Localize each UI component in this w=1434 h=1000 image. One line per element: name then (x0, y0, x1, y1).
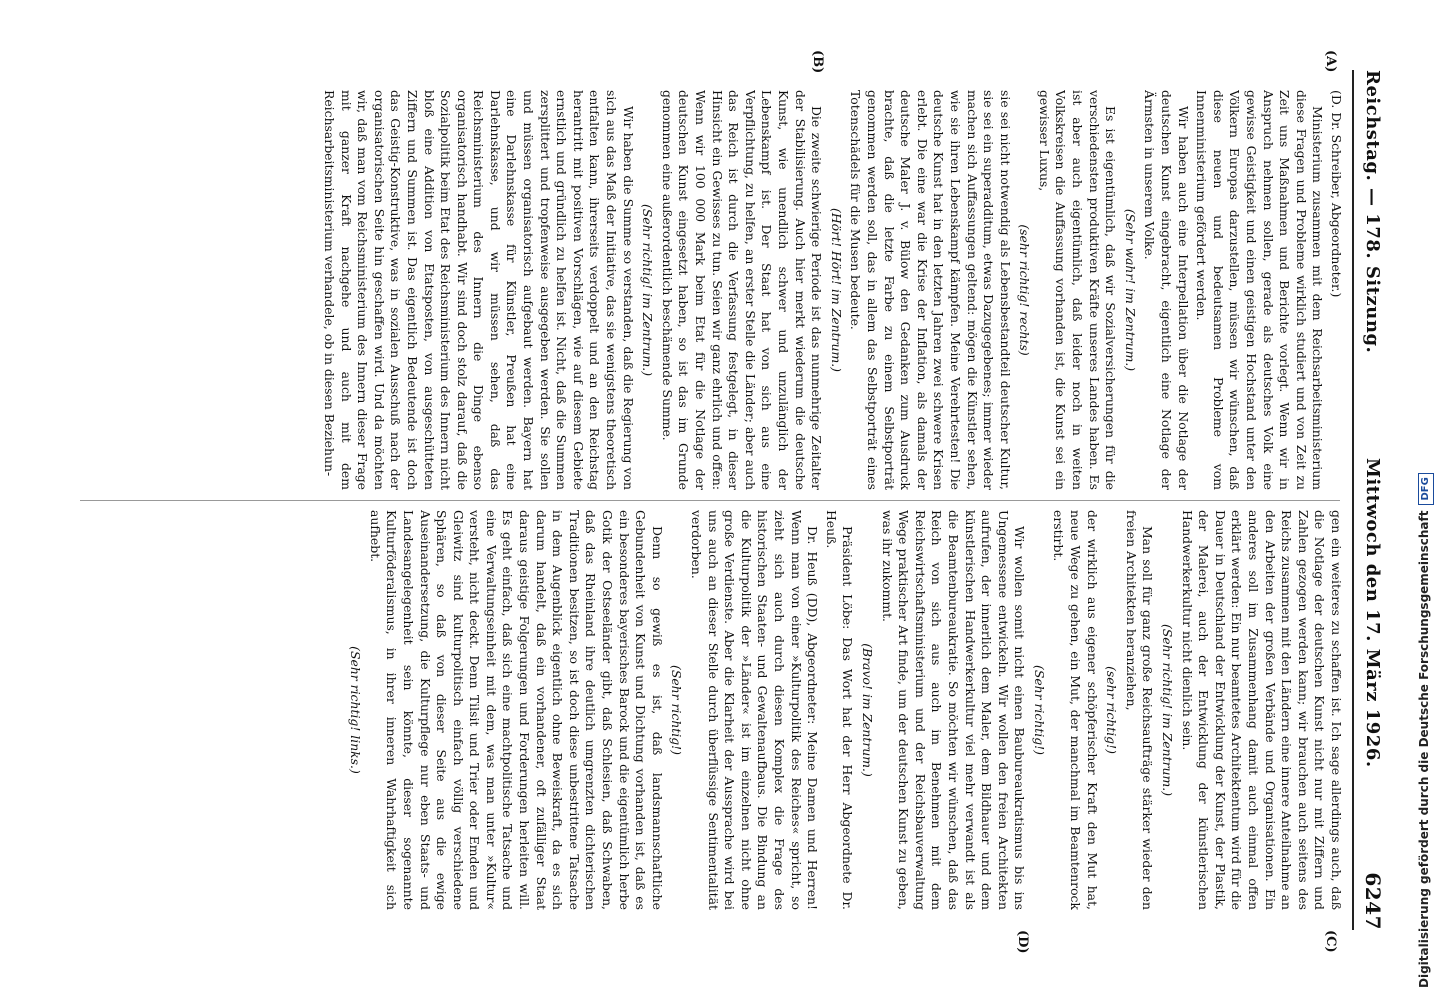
paragraph: Die zweite schwierige Periode ist das nunmehrige Zeitalter der Stabilisierung. Auch hier merkt wiederum die deutsche Kunst, wie unendlich schwer und unzulänglich der Lebenskampf ist. Der Staat hat von sich aus eine Verpflichtung, zu helfen, an erster Stelle die Länder; aber auch das Reich ist durch die Verfassung festgelegt, in dieser Hinsicht ein Gewisses zu tun. Seien wir ganz ehrlich und offen: Wenn wir 100 000 Mark beim Etat für die Notlage der deutschen Kunst eingesetzt haben, so ist das im Grunde genommen eine außerordentlich beschämende Summe. (659, 90, 825, 490)
president-line: Präsident Löbe: Das Wort hat der Herr Abgeordnete Dr. Heuß. (823, 510, 856, 910)
page-number: 6247 (1361, 872, 1385, 930)
paragraph: Wir haben die Summe so verstanden, daß die Regierung von sich aus das Maß der Initiative, das sie wenigstens theoretisch entfalten kann, ihrerseits verdoppelt und an den Reichstag herantritt mit positiven Vorschlägen, wie auf diesem Gebiete ernstlich und gründlich zu helfen ist. Nicht, daß die Summen zersplittert und tropfenweise ausgegeben werden. Sie sollen und müssen organisatorisch aufgebaut werden. Bayern hat eine Darlehnskasse für Künstler, Preußen hat eine Darlehnskasse, und wir müssen sehen, daß das Reichsministerium des Innern die Dinge ebenso organisatorisch handhabt. Wir sind doch stolz darauf, daß die Sozialpolitik beim Etat des Reichsministerium des Innern nicht bloß eine Addition von Etatsposten, von ausgeschütteten Ziffern und Summen ist. Das eigentlich Bedeutende ist doch das Geistig-Konstruktive, was in sozialen Ausschuß nach der organisatorischen Seite hin geschaffen wird. Und da möchten wir, daß man vom Reichsministerium des Innern dieser Frage mit ganzer Kraft nachgehe und auch mit dem Reichsarbeitsministerium verhandele, ob in diesen Beziehun- (321, 90, 636, 490)
paragraph: sie sei nicht notwendig als Lebensbestandteil deutscher Kultur, sie sei ein superadditum, etwas Dazugegebenes; immer wieder machen sich Auffassungen geltend: mögen die Künstler sehen, wie sie ihren Lebenskampf kämpfen. Meine Verehrtesten! Die deutsche Kunst hat in den letzten Jahren zwei schwere Krisen erlebt. Die eine war die Krise der Inflation, als damals der deutsche Maler J. v. Bülow den Gedanken zum Ausdruck brachte, daß die letzte Farbe zu einem Selbstporträt genommen werden soll, das in allem das Selbstporträt eines Totenschädels für die Musen bedeute. (848, 90, 1013, 490)
paragraph: Man soll für ganz große Reichsaufträge stärker wieder den freien Architekten heranziehen, (1123, 510, 1156, 910)
right-column (70, 510, 1344, 910)
paragraph: gen ein weiteres zu schaffen ist. Ich sage allerdings auch, daß die Notlage der deutschen Kunst nicht nur mit Ziffern und Zahlen gezogen werden kann; wir brauchen auch seitens des Reichs zusammen mit den Ländern eine innere Anteilnahme an den Arbeiten der großen Verbände und Organisationen. Ein anderes soll im Zusammenhang damit auch einmal offen erklärt werden: Ein nur beamtetes Architektentum wird für die Dauer in Deutschland der Entwicklung der Kunst, der Plastik, der Malerei, auch der Entwicklung der künstlerischen Handwerkerkultur nicht dienlich sein. (1179, 510, 1344, 910)
paragraph: der wirklich aus eigener schöpferischer Kraft den Mut hat, neue Wege zu gehen, ein Mut, der manchmal im Beamtenrock erstirbt. (1051, 510, 1100, 910)
margin-marker-c: (C) (1323, 930, 1338, 953)
left-column (70, 90, 1344, 490)
paragraph: Es ist eigentümlich, daß wir Sozialversicherungen für die verschiedensten produktiven Kräfte unseres Landes haben. Es ist aber auch eigentümlich, daß leider noch in weiten Volkskreisen die Auffassung vorhanden ist, die Kunst sei ein gewisser Luxus, (1036, 90, 1119, 490)
interjection: (Sehr richtig! im Zentrum.) (1160, 623, 1176, 797)
interjection: (Sehr wahr! im Zentrum.) (1122, 208, 1138, 372)
column-divider (80, 500, 1340, 501)
digitization-text (1414, 8, 1434, 988)
header-center: Mittwoch den 17. März 1926. (1362, 458, 1384, 768)
interjection: (Sehr richtig! links.) (348, 646, 364, 774)
interjection: (sehr richtig!) (1104, 666, 1120, 754)
margin-marker-b: (B) (810, 50, 825, 74)
interjection: (Sehr richtig!) (669, 665, 685, 755)
interjection: (Bravo! im Zentrum.) (859, 643, 875, 777)
page-header (1358, 70, 1388, 930)
margin-marker-d: (D) (1015, 930, 1030, 954)
digitization-note (1412, 8, 1432, 998)
paragraph: Dr. Heuß (DD), Abgeordneter: Meine Damen und Herren! Wenn man von einer »Kulturpolitik des Reiches« spricht, so zieht sich auch durch diesen Komplex die Frage des historischen Staaten- und Gewaltenaufbaus. Die Bindung an die Kulturpolitik der »Länder« ist im einzelnen nicht ohne große Verdienste. Aber die Klarheit der Aussprache wird bei uns auch an dieser Stelle durch überflüssige Sentimentalität verdorben. (689, 510, 821, 910)
interjection: (Hört! Hört! im Zentrum.) (828, 208, 844, 372)
dfg-logo: DFG (1418, 473, 1434, 504)
speaker-line: (D. Dr. Schreiber, Abgeordneter.) (1329, 90, 1344, 298)
interjection: (sehr richtig! rechts) (1017, 224, 1033, 356)
interjection: (Sehr richtig! im Zentrum.) (640, 203, 656, 377)
interjection: (Sehr richtig!) (1031, 665, 1047, 755)
paragraph: Wir wollen somit nicht einen Baubureaukratismus bis ins Ungemessene entwickeln. Wir wollen den freien Architekten aufrufen, der innerlich dem Maler, dem Bildhauer und dem künstlerischen Handwerkerkultur viel mehr verwandt ist als die Beamtenbureaukratie. So möchten wir wünschen, daß das Reich von sich aus auch im Benehmen mit dem Reichswirtschaftsministerium und der Reichsbauverwaltung Wege praktischer Art finde, um der deutschen Kunst zu geben, was ihr zukommt. (879, 510, 1028, 910)
paragraph: Ministerium zusammen mit dem Reichsarbeitsministerium diese Fragen und Probleme wirklich studiert und von Zeit zu Zeit uns Maßnahmen und Berichte vorlegt. Wenn wir in Anspruch nehmen sollen, gerade als deutsches Volk eine gewisse Geistigkeit und einen geistigen Hochstand unter den Völkern Europas darzustellen, müssen wir wünschen, daß diese neuen und bedeutsamen Probleme vom Innenministerium gefördert werden. (1194, 90, 1326, 490)
header-rule (1352, 70, 1354, 930)
paragraph: Denn so gewiß es ist, daß landsmannschaftliche Gebundenheit von Kunst und Dichtung vorhanden ist, daß es ein besonderes bayerisches Barock und die eigentümlich herbe Gotik der Ostseeländer gibt, daß Schlesien, daß Schwaben, daß das Rheinland ihre deutlich umgrenzten dichterischen Traditionen besitzen, so ist doch diese unbestrittene Tatsache in dem Augenblick eigentlich ohne Beweiskraft, da es sich darum handelt, daß ein vorhandener, oft zufälliger Staat daraus geistige Folgerungen und Forderungen herleiten will. Es geht einfach, daß sich eine machtpolitische Tatsache und eine Verwaltungseinheit mit dem, was man unter »Kultur« versteht, nicht deckt. Denn Tilsit und Trier oder Emden und Gleiwitz sind kulturpolitisch einfach völlig verschiedene Sphären, so daß von dieser Seite aus die ewige Auseinandersetzung, die Kulturpflege nur eben Staats- und Landesangelegenheit sein könnte, dieser sogenannte Kulturföderalismus, in ihrer inneren Wahrhaftigkeit sich aufhebt. (367, 510, 665, 910)
paragraph: Wir haben auch eine Interpellation über die Notlage der deutschen Kunst eingebracht, eigentlich eine Notlage der Ärmsten in unserem Volke. (1142, 90, 1191, 490)
header-left: Reichstag. — 178. Sitzung. (1362, 70, 1384, 354)
margin-marker-a: (A) (1323, 50, 1338, 73)
digitization-caption: Digitalisierung gefördert durch die Deutsche Forschungsgemeinschaft (1417, 510, 1431, 988)
